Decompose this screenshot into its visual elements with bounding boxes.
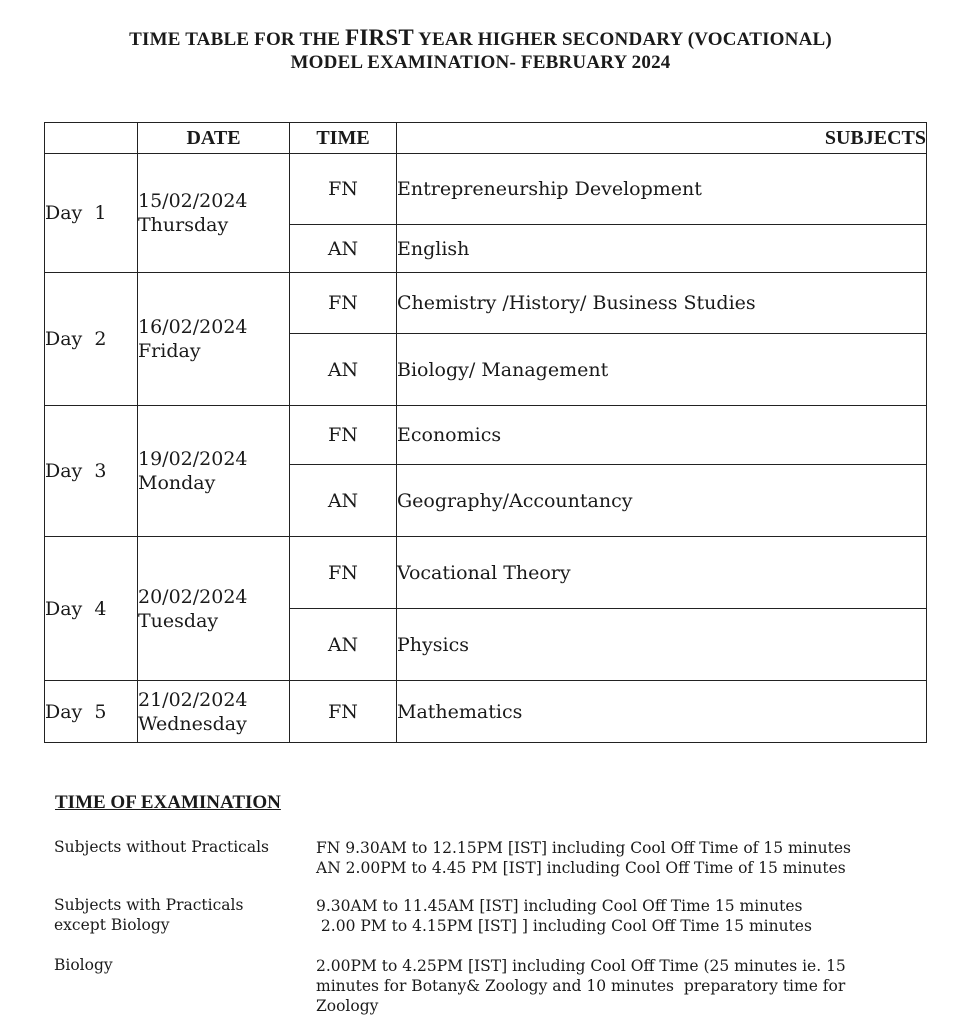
subject-cell: Entrepreneurship Development [397, 154, 927, 225]
date-value: 15/02/2024 [138, 190, 248, 212]
date-cell [138, 273, 290, 406]
session-time: AN [290, 225, 397, 273]
date-cell [138, 154, 290, 273]
time-line: 2.00 PM to 4.15PM [IST] ] including Cool Off Time 15 minutes [316, 917, 812, 935]
title-part-1: TIME TABLE FOR THE [129, 29, 346, 50]
table-row [45, 406, 927, 465]
header-time: TIME [290, 123, 397, 154]
time-line: 9.30AM to 11.45AM [IST] including Cool Off Time 15 minutes [316, 897, 803, 915]
time-line: AN 2.00PM to 4.45 PM [IST] including Cool Off Time of 15 minutes [316, 859, 846, 877]
table-row [45, 154, 927, 225]
day-label: Day 1 [45, 154, 138, 273]
weekday-value: Monday [138, 472, 216, 494]
day-label: Day 4 [45, 537, 138, 681]
header-day [45, 123, 138, 154]
weekday-value: Friday [138, 340, 201, 362]
weekday-value: Tuesday [138, 609, 219, 632]
table-row [45, 681, 927, 743]
title-part-2: YEAR HIGHER SECONDARY (VOCATIONAL) [413, 29, 832, 50]
document-title-line-2: MODEL EXAMINATION- FEBRUARY 2024 [290, 52, 671, 73]
label-line: except Biology [54, 916, 170, 934]
without-practicals-times [316, 838, 876, 878]
timetable-header-row [45, 123, 927, 154]
date-value: 21/02/2024 [138, 688, 248, 711]
table-row [45, 273, 927, 334]
session-time: FN [290, 537, 397, 609]
session-time: AN [290, 465, 397, 537]
subject-cell: Physics [397, 609, 927, 681]
session-time: FN [290, 681, 397, 743]
subject-cell: Chemistry /History/ Business Studies [397, 273, 927, 334]
subject-cell: Geography/Accountancy [397, 465, 927, 537]
session-time: AN [290, 334, 397, 406]
without-practicals-label: Subjects without Practicals [54, 838, 269, 856]
date-cell [138, 681, 290, 743]
weekday-value: Wednesday [138, 712, 247, 735]
biology-times [316, 956, 876, 1016]
session-time: FN [290, 273, 397, 334]
with-practicals-label [54, 895, 243, 935]
time-line: FN 9.30AM to 12.15PM [IST] including Cool Off Time of 15 minutes [316, 839, 851, 857]
session-time: AN [290, 609, 397, 681]
weekday-value: Thursday [138, 214, 229, 236]
with-practicals-times [316, 896, 876, 936]
date-value: 20/02/2024 [138, 585, 248, 608]
day-label: Day 5 [45, 681, 138, 743]
header-subjects: SUBJECTS [397, 123, 927, 154]
time-line: minutes for Botany& Zoology and 10 minutes preparatory time for [316, 977, 846, 995]
date-value: 19/02/2024 [138, 448, 248, 470]
biology-label: Biology [54, 956, 113, 974]
day-label: Day 3 [45, 406, 138, 537]
session-time: FN [290, 406, 397, 465]
time-line: 2.00PM to 4.25PM [IST] including Cool Off Time (25 minutes ie. 15 [316, 957, 846, 975]
document-title-line-1 [0, 25, 961, 51]
date-cell [138, 406, 290, 537]
table-row [45, 537, 927, 609]
label-line: Subjects with Practicals [54, 896, 244, 914]
date-cell [138, 537, 290, 681]
subject-cell: Vocational Theory [397, 537, 927, 609]
title-emphasis: FIRST [345, 25, 414, 50]
day-label: Day 2 [45, 273, 138, 406]
header-date: DATE [138, 123, 290, 154]
time-line: Zoology [316, 997, 379, 1015]
timetable [44, 122, 927, 743]
exam-time-heading: TIME OF EXAMINATION [55, 792, 281, 813]
date-value: 16/02/2024 [138, 316, 248, 338]
subject-cell: Economics [397, 406, 927, 465]
session-time: FN [290, 154, 397, 225]
subject-cell: Biology/ Management [397, 334, 927, 406]
subject-cell: Mathematics [397, 681, 927, 743]
subject-cell: English [397, 225, 927, 273]
